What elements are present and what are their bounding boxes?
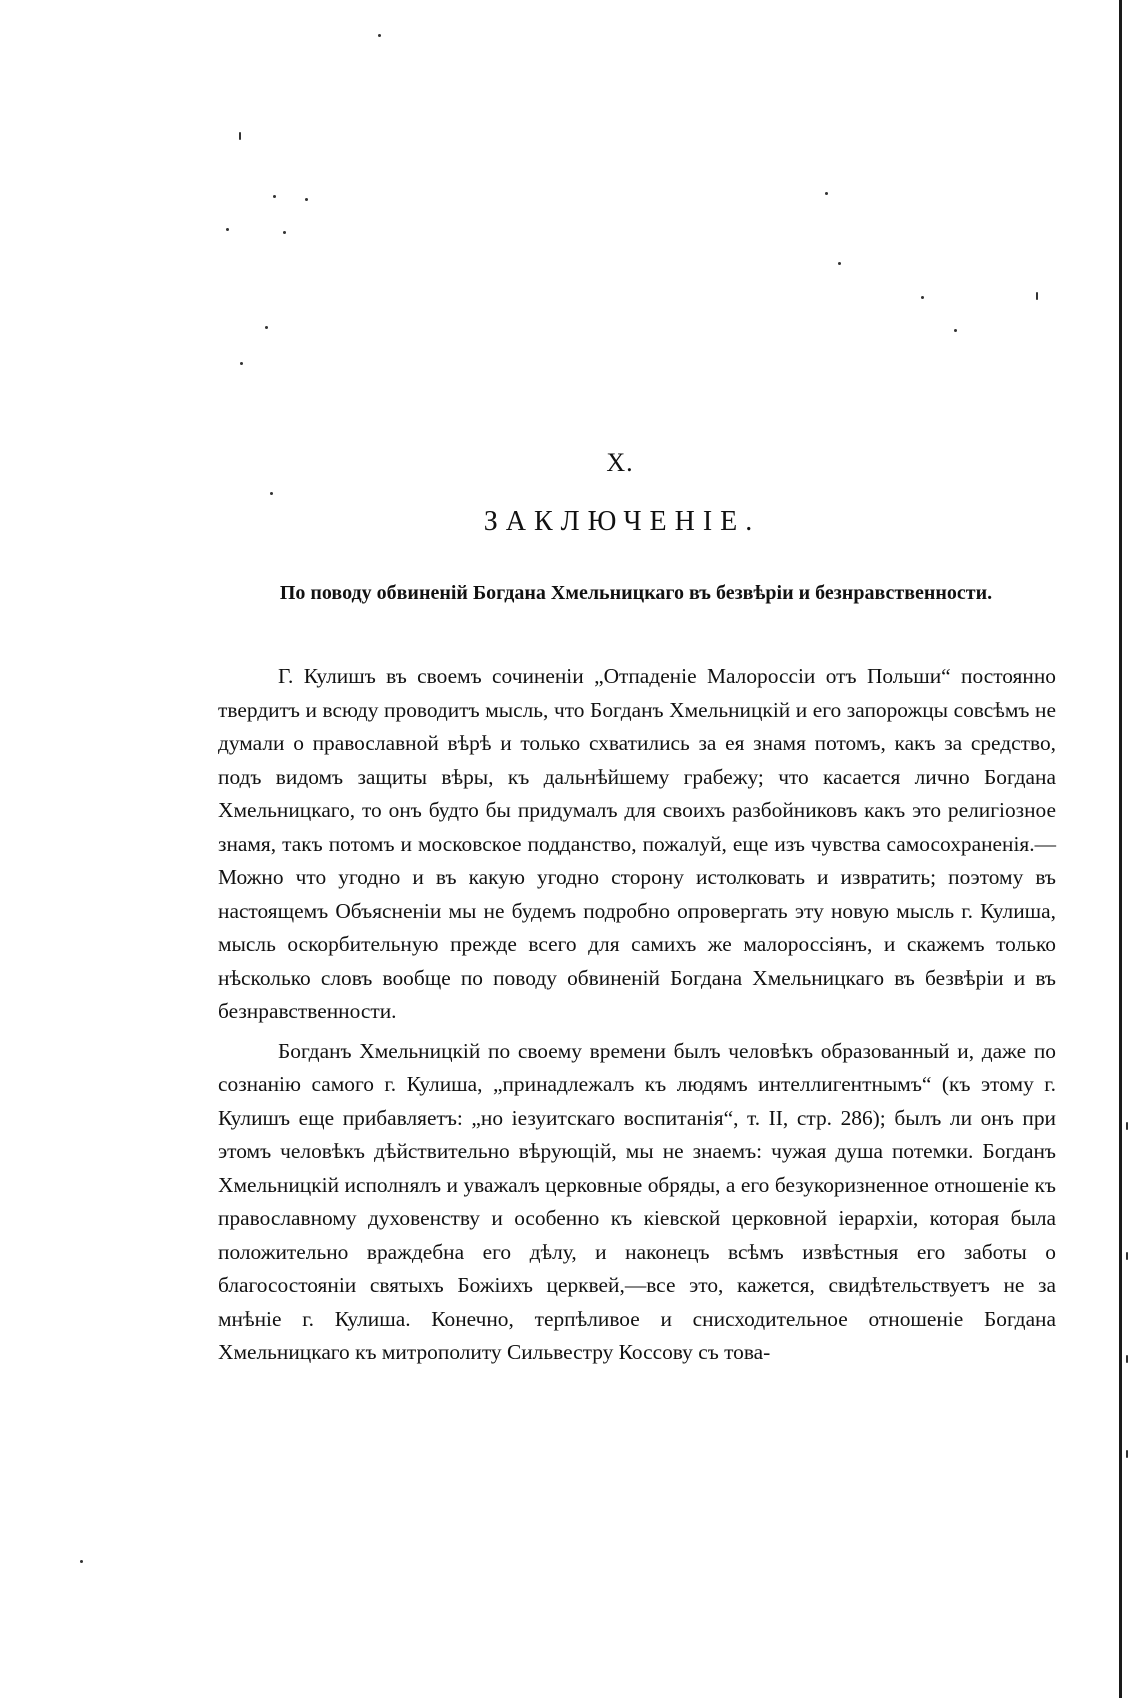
scan-speck xyxy=(283,231,286,234)
scan-speck xyxy=(921,296,924,299)
scan-speck xyxy=(273,195,276,198)
scan-speck xyxy=(240,362,243,365)
scan-speck xyxy=(270,492,273,495)
scan-speck xyxy=(226,228,229,231)
scan-speck xyxy=(1126,1252,1128,1260)
scan-speck xyxy=(378,34,381,37)
scan-speck xyxy=(954,329,957,332)
paragraph: Г. Кулишъ въ своемъ сочиненіи „Отпаденіе Малороссіи отъ Польши“ постоянно твердитъ и всюду проводитъ мысль, что Богданъ Хмельницкій и его запорожцы совсѣмъ не думали о православной вѣрѣ и только схватились за ея знамя потомъ, какъ за средство, подъ видомъ защиты вѣры, къ дальнѣйшему грабежу; что касается лично Богдана Хмельницкаго, то онъ будто бы придумалъ для своихъ разбойниковъ какъ это религіозное знамя, такъ потомъ и московское подданство, пожалуй, еще изъ чувства самосохраненія.—Можно что угодно и въ какую угодно сторону истолковать и извратить; поэтому въ настоящемъ Объясненіи мы не будемъ подробно опровергать эту новую мысль г. Кулиша, мысль оскорбительную прежде всего для самихъ же малороссіянъ, и скажемъ только нѣсколько словъ вообще по поводу обвиненій Богдана Хмельницкаго въ безвѣріи и въ безнравственности. xyxy=(218,664,1056,1023)
chapter-subtitle: По поводу обвиненій Богдана Хмельницкаго въ безвѣріи и безнравственности. xyxy=(279,582,993,604)
page-edge-shadow xyxy=(1119,0,1122,1698)
chapter-number: X. xyxy=(606,448,634,477)
scan-speck xyxy=(825,192,828,195)
scan-speck xyxy=(265,326,268,329)
paragraph: Богданъ Хмельницкій по своему времени былъ человѣкъ образованный и, даже по сознанію самого г. Кулиша, „принадлежалъ къ людямъ интеллигентнымъ“ (къ этому г. Кулишъ еще прибавляетъ: „но іезуитскаго воспитанія“, т. II, стр. 286); былъ ли онъ при этомъ человѣкъ дѣйствительно вѣрующій, мы не знаемъ: чужая душа потемки. Богданъ Хмельницкій исполнялъ и уважалъ церковные обряды, а его безукоризненное отношеніе къ православному духовенству и особенно къ кіевской церковной іерархіи, которая была положительно враждебна его дѣлу, и наконецъ всѣмъ извѣстныя его заботы о благосостояніи святыхъ Божіихъ церквей,—все это, кажется, свидѣтельствуетъ не за мнѣніе г. Кулиша. Конечно, терпѣливое и снисходительное отношеніе Богдана Хмельницкаго къ митрополиту Сильвестру Коссову съ това- xyxy=(218,1038,1056,1364)
scan-speck xyxy=(239,132,241,140)
scan-speck xyxy=(1126,1355,1128,1363)
scan-speck xyxy=(1036,292,1038,300)
scan-speck xyxy=(1126,1122,1128,1130)
scan-speck xyxy=(80,1560,83,1563)
scan-speck xyxy=(1126,1450,1128,1458)
body-text xyxy=(218,660,1056,1370)
scan-speck xyxy=(305,198,308,201)
chapter-title: ЗАКЛЮЧЕНІЕ. xyxy=(483,506,761,537)
scan-speck xyxy=(838,262,841,265)
